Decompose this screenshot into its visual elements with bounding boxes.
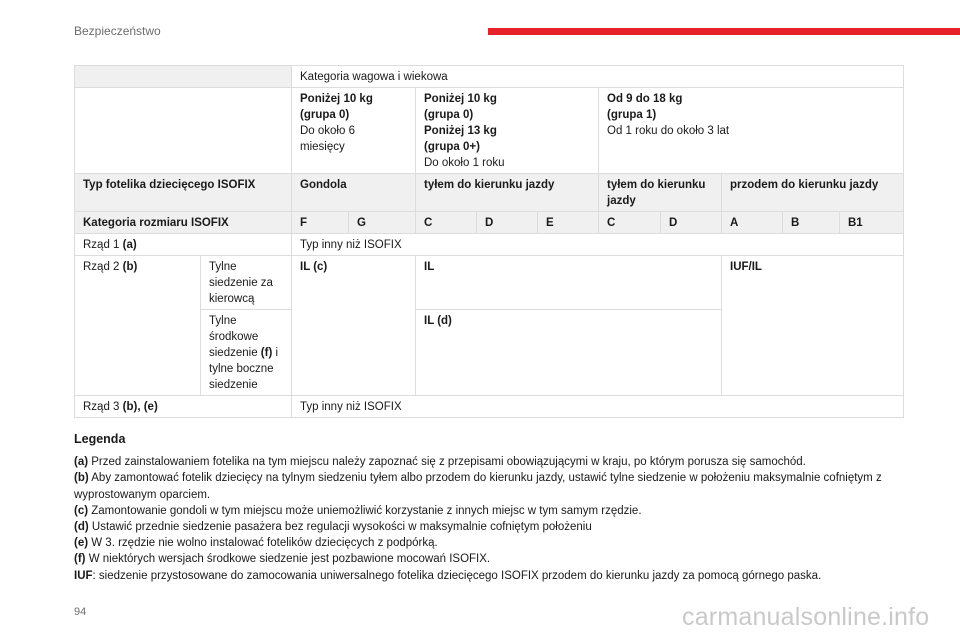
weight-groups-row [75,88,904,174]
size-class-cell: C [416,212,477,234]
size-class-cell: E [538,212,599,234]
group-line: miesięcy [300,141,345,153]
group-line: Poniżej 10 kg [300,93,373,105]
page-number: 94 [74,606,87,618]
legend-title: Legenda [74,432,126,446]
legend-item [74,470,904,502]
group-1-cell [599,88,904,174]
legend-key: (f) [74,553,86,566]
row2-sub1-group0plus-value: IL [416,256,722,310]
group-line: Od 1 roku do około 3 lat [607,125,730,137]
size-class-cell: A [722,212,783,234]
group-line: Poniżej 10 kg [424,93,497,105]
legend-text: W niektórych wersjach środkowe siedzenie jest pozbawione mocowań ISOFIX. [85,553,491,566]
legend-key: (d) [74,521,89,534]
group-0plus-lines [424,91,592,171]
seat-type-gondola: Gondola [292,174,416,212]
row2-sub2-group0plus-value: IL (d) [416,310,722,396]
legend-item [74,535,904,551]
row2-row [75,256,904,310]
row3-value: Typ inny niż ISOFIX [292,396,904,418]
table-empty-cell [75,88,292,174]
legend-items [74,454,904,584]
row2-group0-value: IL (c) [292,256,416,396]
legend-text: Ustawić przednie siedzenie pasażera bez regulacji wysokości w maksymalnie cofniętym położeniu [88,521,592,534]
row2-sub1-label: Tylne siedzenie za kierowcą [201,256,292,310]
size-class-cell: D [477,212,538,234]
size-class-row [75,212,904,234]
size-class-cell: D [661,212,722,234]
size-class-cell: B1 [840,212,904,234]
legend-key: (a) [74,456,89,469]
group-0-cell [292,88,416,174]
legend-text: Przed zainstalowaniem fotelika na tym miejscu należy zapoznać się z przepisami obowiązującymi w kraju, po którym porusza się samochód. [88,456,806,469]
table-corner-cell [75,66,292,88]
legend-text: W 3. rzędzie nie wolno instalować fotelików dziecięcych z podpórką. [88,537,438,550]
row1-label: Rząd 1 (a) [75,234,292,256]
group-line: (grupa 1) [607,109,657,121]
legend-item [74,503,904,519]
legend-text: : siedzenie przystosowane do zamocowania uniwersalnego fotelika dziecięcego ISOFIX przodem do kierunku jazdy za pomocą górnego paska. [92,569,822,582]
seat-type-row [75,174,904,212]
row3-label: Rząd 3 (b), (e) [75,396,292,418]
legend-item [74,568,904,584]
section-title: Bezpieczeństwo [74,24,161,38]
legend-key: (c) [74,504,89,517]
row2-group1-value: IUF/IL [722,256,904,396]
row3-row [75,396,904,418]
legend-key: (b) [74,472,89,485]
isofix-table [74,65,904,418]
group-line: Do około 1 roku [424,157,505,169]
group-line: (grupa 0) [300,109,350,121]
legend-key: (e) [74,537,89,550]
group-line: Do około 6 [300,125,355,137]
group-0-lines [300,91,409,155]
weight-category-header: Kategoria wagowa i wiekowa [292,66,904,88]
legend-text: Aby zamontować fotelik dziecięcy na tylnym siedzeniu tyłem albo przodem do kierunku jazdy, ustawić tylne siedzenie w położeniu maksymalnie cofniętym z wyprostowanym oparciem. [74,472,882,501]
size-class-cell: B [783,212,840,234]
row1-value: Typ inny niż ISOFIX [292,234,904,256]
legend [74,431,904,584]
seat-type-label: Typ fotelika dziecięcego ISOFIX [75,174,292,212]
row1-row [75,234,904,256]
size-class-cell: G [349,212,416,234]
legend-item [74,551,904,567]
group-line: (grupa 0) [424,109,474,121]
legend-item [74,454,904,470]
table-header-row [75,66,904,88]
watermark: carmanualsonline.info [682,603,930,631]
group-line: Poniżej 13 kg [424,125,497,137]
group-line: (grupa 0+) [424,141,480,153]
legend-text: Zamontowanie gondoli w tym miejscu może uniemożliwić korzystanie z innych miejsc w tym samym rzędzie. [88,504,642,517]
group-1-lines [607,91,897,139]
row2-sub2-label: Tylne środkowe siedzenie (f) i tylne boczne siedzenie [201,310,292,396]
size-class-cell: C [599,212,661,234]
size-class-label: Kategoria rozmiaru ISOFIX [75,212,292,234]
seat-type-rear-facing-group0: tyłem do kierunku jazdy [416,174,599,212]
size-class-cell: F [292,212,349,234]
group-0plus-cell [416,88,599,174]
row2-label: Rząd 2 (b) [75,256,201,396]
group-line: Od 9 do 18 kg [607,93,683,105]
seat-type-rear-facing-group1: tyłem do kierunku jazdy [599,174,722,212]
seat-type-forward-facing: przodem do kierunku jazdy [722,174,904,212]
legend-key: IUF [74,569,93,582]
legend-item [74,519,904,535]
header-accent-bar [488,28,960,35]
